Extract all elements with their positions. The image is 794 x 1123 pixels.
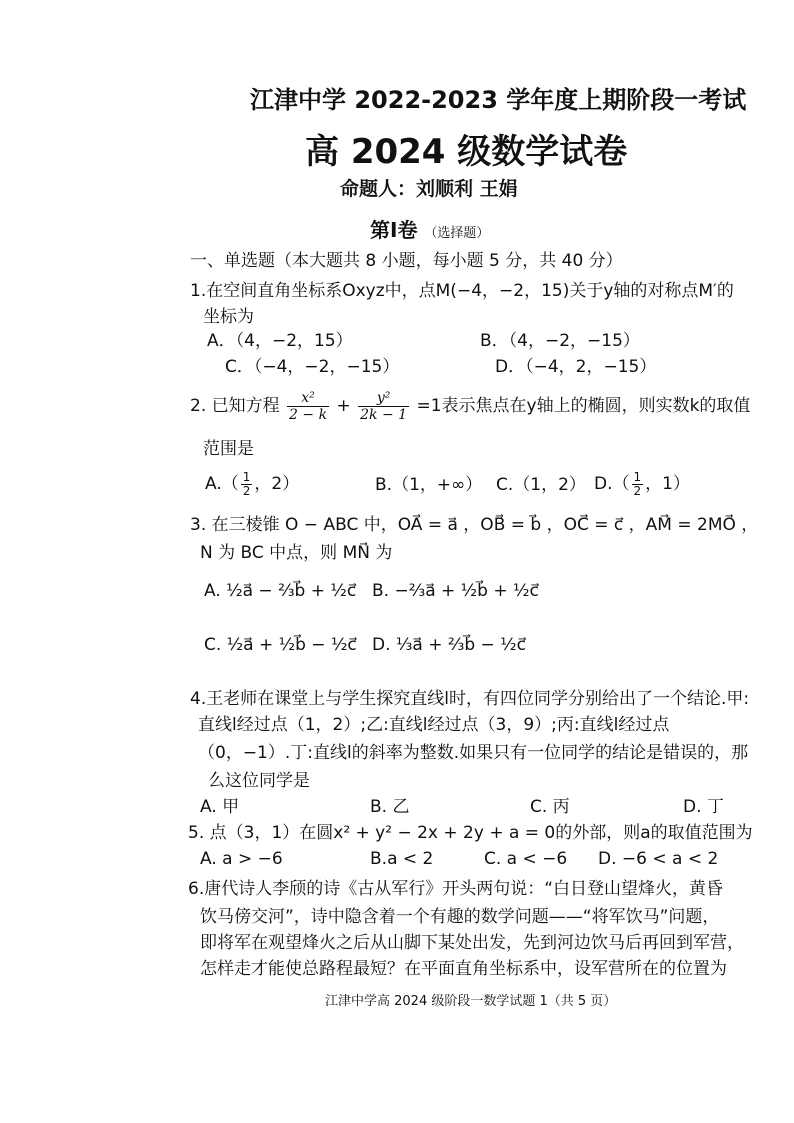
q2-fraction-x [287,390,329,423]
volume-note: （选择题） [424,226,490,241]
q2-fraction-x-den: 2 − k [289,406,328,423]
q4-line3: （0，−1）.丁:直线l的斜率为整数.如果只有一位同学的结论是错误的，那 [198,743,749,763]
q3-stem-line2: N 为 BC 中点，则 MN⃗ 为 [200,543,393,563]
q6-line2: 饮马傍交河”，诗中隐含着一个有趣的数学问题——“将军饮马”问题， [200,907,720,927]
q2-a-label: A.（ [205,474,239,494]
volume-heading [370,214,489,243]
q2-prefix: 2. 已知方程 [190,396,280,416]
q6-line1: 6.唐代诗人李颀的诗《古从军行》开头两句说：“白日登山望烽火，黄昏 [188,879,724,899]
q2-option-b: B.（1，+∞） [375,475,483,495]
exam-header: 江津中学 2022-2023 学年度上期阶段一考试 [250,86,747,114]
q5-stem: 5. 点（3，1）在圆x² + y² − 2x + 2y + a = 0的外部，则a的取值范围为 [188,823,753,843]
page-footer: 江津中学高 2024 级阶段一数学试题 1（共 5 页） [325,994,617,1009]
section-heading: 一、单选题（本大题共 8 小题，每小题 5 分，共 40 分） [190,251,623,271]
q4-option-c: C. 丙 [530,797,570,817]
q2-a-fraction [241,471,253,498]
q5-option-a: A. a > −6 [200,849,283,869]
q2-a-num: 1 [242,469,251,484]
q4-line4: 么这位同学是 [208,771,310,791]
q1-stem-line1: 1.在空间直角坐标系Oxyz中，点M(−4，−2，15)关于y轴的对称点M′的 [190,281,734,301]
q1-option-b: B．（4，−2，−15） [480,331,640,351]
q2-a-tail: ，2） [254,474,300,494]
q1-stem-line2: 坐标为 [203,307,254,327]
q2-plus: + [336,396,351,416]
q2-option-d [594,466,690,502]
q4-line2: 直线l经过点（1，2）;乙:直线l经过点（3，9）;丙:直线l经过点 [198,715,670,735]
q3-option-a: A. ½a⃗ − ⅔b⃗ + ½c⃗ [204,581,357,601]
q4-line1: 4.王老师在课堂上与学生探究直线l时，有四位同学分别给出了一个结论.甲: [190,689,750,709]
q2-fraction-y [358,390,409,423]
q2-d-label: D.（ [594,474,630,494]
authors: 命题人：刘顺利 王娟 [340,178,518,200]
q2-option-c: C.（1，2） [496,475,586,495]
volume-title: 第Ⅰ卷 [370,218,418,242]
q1-option-c: C．（−4，−2，−15） [225,357,400,377]
q3-option-c: C. ½a⃗ + ½b⃗ − ½c⃗ [204,635,357,655]
q4-option-b: B. 乙 [370,797,410,817]
q2-a-den: 2 [242,483,251,498]
q5-option-c: C. a < −6 [484,849,568,869]
q1-option-a: A．（4，−2，15） [207,331,353,351]
q1-option-d: D．（−4，2，−15） [495,357,657,377]
q2-option-a [205,466,299,502]
q2-d-num: 1 [633,469,642,484]
q2-d-fraction [632,471,644,498]
page-title: 高 2024 级数学试卷 [305,132,628,172]
q2-fraction-y-den: 2k − 1 [360,406,408,423]
q2-fraction-y-num: y² [358,390,409,407]
q6-line4: 怎样走才能使总路程最短？在平面直角坐标系中，设军营所在的位置为 [200,959,727,979]
q3-option-d: D. ⅓a⃗ + ⅔b⃗ − ½c⃗ [372,635,526,655]
q5-option-d: D. −6 < a < 2 [598,849,719,869]
q2-stem-line1 [190,386,750,426]
q2-d-den: 2 [633,483,642,498]
q4-option-d: D. 丁 [683,797,724,817]
q2-stem-line2: 范围是 [203,439,254,459]
q3-option-b: B. −⅔a⃗ + ½b⃗ + ½c⃗ [372,581,539,601]
q5-option-b: B.a < 2 [370,849,434,869]
q2-fraction-x-num: x² [287,390,329,407]
q6-line3: 即将军在观望烽火之后从山脚下某处出发，先到河边饮马后再回到军营， [200,933,744,953]
q2-d-tail: ，1） [645,474,690,494]
q3-stem-line1: 3. 在三棱锥 O − ABC 中，OA⃗ = a⃗ ，OB⃗ = b⃗ ，OC⃗ = c⃗ ，AM⃗ = 2MO⃗ ， [190,515,759,535]
q4-option-a: A. 甲 [200,797,240,817]
q2-suffix: =1表示焦点在y轴上的椭圆，则实数k的取值 [416,396,751,416]
